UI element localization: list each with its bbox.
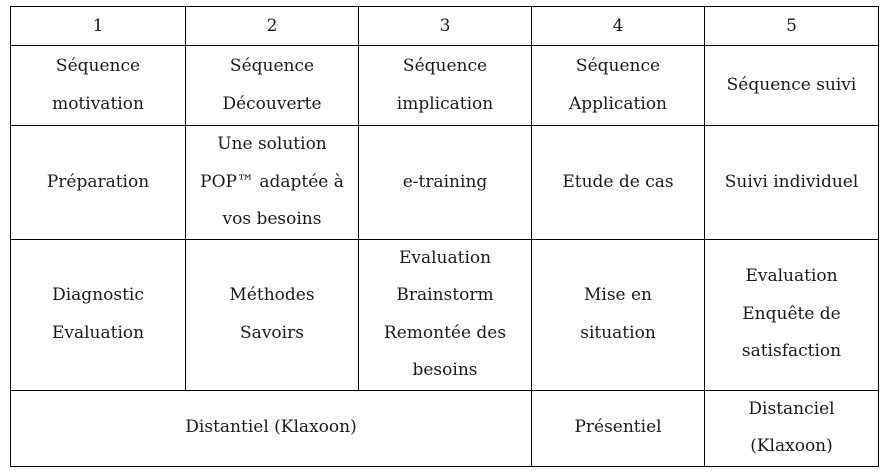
column-number-4: 4 xyxy=(532,7,705,46)
activity-cell-4 xyxy=(532,126,705,240)
method-cell-3 xyxy=(359,239,532,390)
activity-row xyxy=(11,126,879,240)
cell-line: Séquence xyxy=(55,56,141,76)
cell-line: Séquence suivi xyxy=(726,74,857,95)
mode-cell-distanciel xyxy=(705,390,879,466)
method-cell-1 xyxy=(11,239,186,390)
cell-line: Etude de cas xyxy=(562,171,674,192)
header-row xyxy=(11,7,879,46)
mode-cell-distantiel xyxy=(11,390,532,466)
mode-row xyxy=(11,390,879,466)
cell-line: e-training xyxy=(402,171,488,192)
cell-line: Distanciel xyxy=(748,398,835,419)
activity-cell-2 xyxy=(186,126,359,240)
training-sequence-table xyxy=(10,6,879,467)
cell-line: Séquence xyxy=(575,56,661,76)
cell-line: Séquence xyxy=(229,56,315,76)
cell-line: Mise en xyxy=(583,285,653,305)
column-number-5: 5 xyxy=(705,7,879,46)
cell-line: Enquête de xyxy=(742,303,841,324)
method-row xyxy=(11,239,879,390)
activity-cell-5 xyxy=(705,126,879,240)
column-number-2: 2 xyxy=(186,7,359,46)
sequence-cell-suivi xyxy=(705,46,879,126)
cell-line: Une solution xyxy=(217,134,327,154)
cell-line: implication xyxy=(396,93,494,114)
sequence-row xyxy=(11,46,879,126)
column-number-1: 1 xyxy=(11,7,186,46)
cell-line: Savoirs xyxy=(240,322,304,343)
cell-line: Distantiel (Klaxoon) xyxy=(185,417,357,438)
column-number-3: 3 xyxy=(359,7,532,46)
method-cell-5 xyxy=(705,239,879,390)
cell-line: Brainstorm xyxy=(396,285,494,305)
method-cell-2 xyxy=(186,239,359,390)
cell-line: Evaluation xyxy=(51,322,145,343)
cell-line: Diagnostic xyxy=(52,285,144,305)
cell-line: Evaluation xyxy=(745,266,838,287)
cell-line: Découverte xyxy=(222,93,322,114)
method-cell-4 xyxy=(532,239,705,390)
cell-line: Séquence xyxy=(402,56,488,76)
sequence-cell-decouverte xyxy=(186,46,359,126)
cell-line: situation xyxy=(580,322,656,343)
sequence-cell-application xyxy=(532,46,705,126)
cell-line: Méthodes xyxy=(229,285,315,305)
activity-cell-1 xyxy=(11,126,186,240)
activity-cell-3 xyxy=(359,126,532,240)
cell-line: Evaluation xyxy=(398,247,492,268)
cell-line: satisfaction xyxy=(741,341,842,362)
cell-line: POP™ adaptée à xyxy=(200,171,344,192)
cell-line: vos besoins xyxy=(222,209,322,229)
cell-line: Préparation xyxy=(46,171,150,192)
cell-line: Application xyxy=(568,93,668,114)
sequence-cell-motivation xyxy=(11,46,186,126)
sequence-cell-implication xyxy=(359,46,532,126)
cell-line: (Klaxoon) xyxy=(750,436,833,456)
cell-line: besoins xyxy=(412,360,478,380)
mode-cell-presentiel xyxy=(532,390,705,466)
cell-line: Présentiel xyxy=(574,417,662,438)
cell-line: Remontée des xyxy=(383,322,507,343)
cell-line: Suivi individuel xyxy=(724,171,859,192)
cell-line: motivation xyxy=(52,93,144,114)
